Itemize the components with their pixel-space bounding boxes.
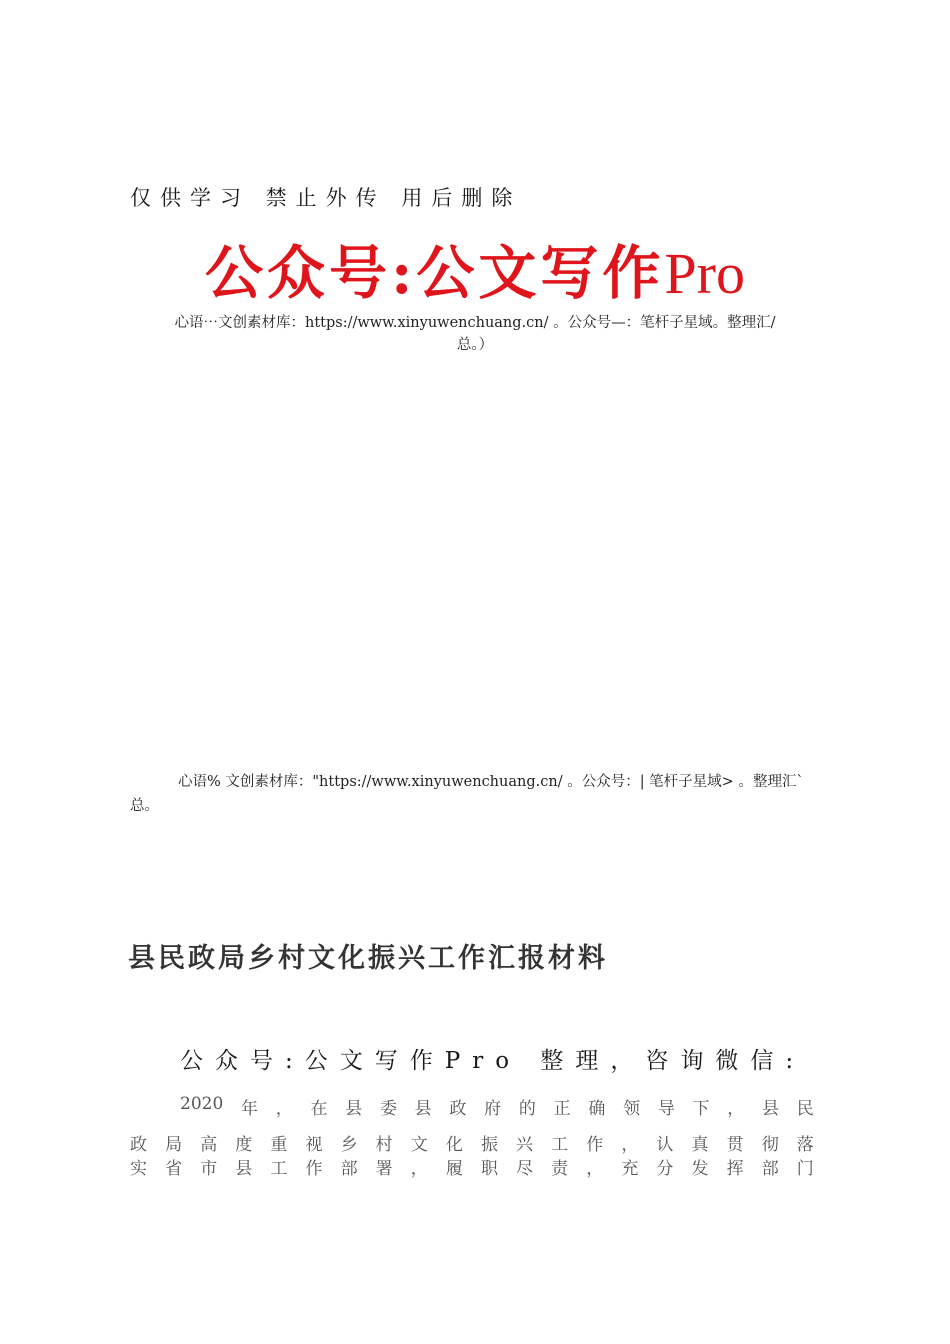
body-char: 挥 [726, 1159, 744, 1179]
body-char: 分 [656, 1159, 674, 1179]
document-subtitle: 公众号:公文写作Pro 整理，咨询微信: [180, 1048, 806, 1074]
brand-banner [0, 226, 950, 310]
body-char: 府 [484, 1099, 502, 1119]
body-char: 部 [340, 1159, 358, 1179]
body-char: 民 [796, 1099, 814, 1119]
brand-pro: Pro [664, 241, 745, 306]
body-char: ， [727, 1099, 745, 1119]
body-char: 省 [165, 1159, 183, 1179]
body-char: 乡 [340, 1135, 358, 1155]
body-char: 彻 [761, 1135, 779, 1155]
body-char: 局 [165, 1135, 183, 1155]
source-note-cont: 总。） [456, 337, 494, 353]
body-char: 视 [305, 1135, 323, 1155]
body-char: 导 [657, 1099, 675, 1119]
body-char: 认 [656, 1135, 674, 1155]
body-char: 工 [270, 1159, 288, 1179]
body-char: 落 [796, 1135, 814, 1155]
brand-name: 公众号:公文写作 [205, 239, 665, 307]
body-char: 市 [200, 1159, 218, 1179]
document-title: 县民政局乡村文化振兴工作汇报材料 [128, 943, 608, 974]
body-char: 职 [480, 1159, 498, 1179]
body-char: 履 [445, 1159, 463, 1179]
body-line-1 [180, 1094, 814, 1119]
body-char: 责 [551, 1159, 569, 1179]
body-char: 的 [518, 1099, 536, 1119]
body-char: 部 [761, 1159, 779, 1179]
body-char: 发 [691, 1159, 709, 1179]
body-char: 2020 [180, 1094, 224, 1114]
body-line-3 [130, 1154, 814, 1179]
body-line-2 [130, 1130, 814, 1155]
body-char: 作 [305, 1159, 323, 1179]
body-char: ， [410, 1159, 428, 1179]
body-char: 署 [375, 1159, 393, 1179]
body-char: 兴 [516, 1135, 534, 1155]
source-note-line: 心语⋯文创素材库：https://www.xinyuwenchuang.cn/ 。公众号—：笔杆子星域。整理汇/ [174, 315, 776, 331]
body-char: 县 [345, 1099, 363, 1119]
body-char: 政 [130, 1135, 147, 1155]
body-char: 文 [410, 1135, 428, 1155]
body-char: 领 [623, 1099, 641, 1119]
body-char: 政 [449, 1099, 467, 1119]
body-char: 化 [445, 1135, 463, 1155]
body-char: 实 [130, 1159, 147, 1179]
body-char: 委 [379, 1099, 397, 1119]
body-char: 确 [588, 1099, 606, 1119]
body-char: 门 [796, 1159, 814, 1179]
body-char: 真 [691, 1135, 709, 1155]
body-char: ， [621, 1135, 639, 1155]
body-char: 年 [241, 1099, 258, 1119]
body-char: 工 [551, 1135, 569, 1155]
body-char: 作 [586, 1135, 604, 1155]
body-char: 振 [480, 1135, 498, 1155]
usage-notice: 仅供学习 禁止外传 用后删除 [130, 186, 522, 210]
body-char: 正 [553, 1099, 571, 1119]
source-note-top [0, 312, 950, 356]
body-char: 下 [692, 1099, 710, 1119]
body-char: 贯 [726, 1135, 744, 1155]
body-char: ， [586, 1159, 604, 1179]
body-char: 村 [375, 1135, 393, 1155]
body-char: 重 [270, 1135, 288, 1155]
body-char: 县 [414, 1099, 432, 1119]
body-char: 度 [235, 1135, 253, 1155]
body-char: 县 [762, 1099, 780, 1119]
body-char: 尽 [516, 1159, 534, 1179]
body-char: 在 [310, 1099, 328, 1119]
body-char: ， [275, 1099, 293, 1119]
body-char: 高 [200, 1135, 218, 1155]
body-char: 充 [621, 1159, 639, 1179]
source-note-middle: 心语% 文创素材库："https://www.xinyuwenchuang.cn/ 。公众号：| 笔杆子星域> 。整理汇` 总。 [130, 774, 804, 814]
body-char: 县 [235, 1159, 253, 1179]
